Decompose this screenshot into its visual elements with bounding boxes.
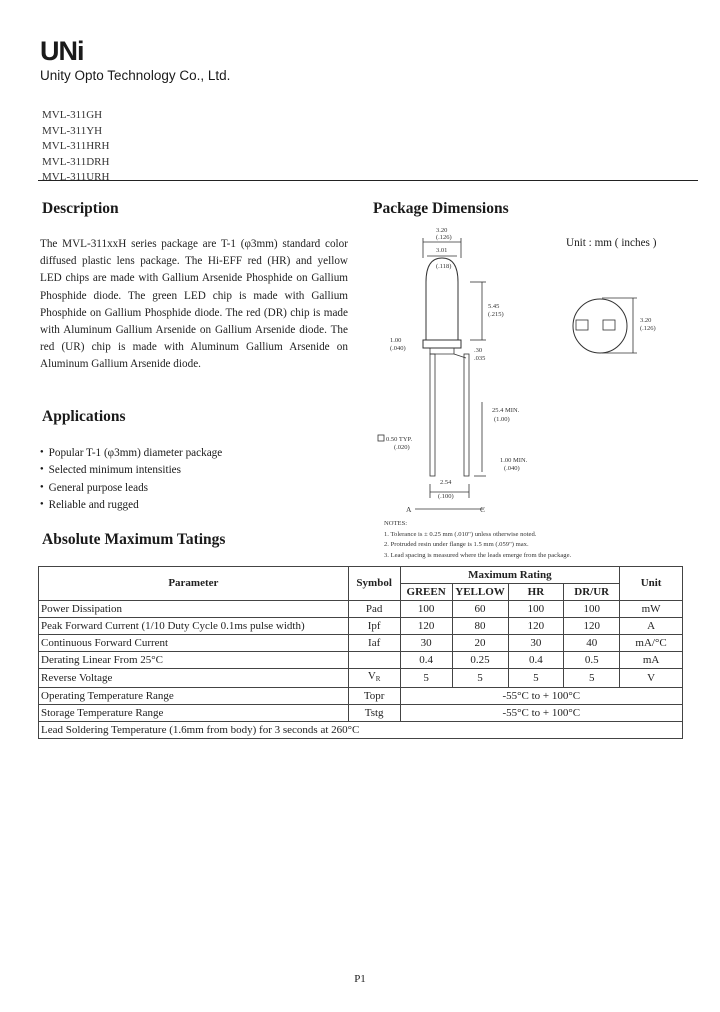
value-cell: 0.4 (508, 652, 564, 669)
page-number: P1 (354, 973, 366, 985)
dim-label: (.126) (640, 325, 656, 332)
list-item: ● General purpose leads (40, 480, 222, 497)
unit-cell: A (620, 618, 683, 635)
value-cell: 100 (564, 601, 620, 618)
note-line: 2. Protruded resin under flange is 1.5 mm (.059") max. (384, 541, 529, 548)
value-cell: 0.5 (564, 652, 620, 669)
symbol-cell (348, 669, 400, 688)
solder-note-cell: Lead Soldering Temperature (1.6mm from body) for 3 seconds at 260°C (39, 722, 683, 739)
symbol-text: V (367, 670, 376, 682)
package-notes (384, 519, 571, 561)
dim-label: 1.00 MIN. (500, 457, 528, 464)
lead-cathode-label: C (480, 505, 486, 514)
list-item: ● Reliable and rugged (40, 497, 222, 514)
table-row (39, 652, 683, 669)
symbol-cell: Pad (348, 601, 400, 618)
model-number: MVL-311DRH (42, 155, 110, 168)
dim-label: (.126) (436, 234, 452, 241)
dim-label: .30 (474, 347, 483, 354)
dim-label: 5.45 (488, 303, 500, 310)
dim-label: 3.01 (436, 247, 448, 254)
value-cell: 30 (400, 635, 452, 652)
range-cell: -55°C to + 100°C (400, 705, 682, 722)
lead-anode-label: A (406, 505, 412, 514)
dim-label: (.100) (438, 493, 454, 500)
note-line: 3. Lead spacing is measured where the leads emerge from the package. (384, 551, 572, 559)
value-cell: 30 (508, 635, 564, 652)
table-row (39, 635, 683, 652)
range-cell: -55°C to + 100°C (400, 688, 682, 705)
header-unit: Unit (620, 567, 683, 601)
units-label: Unit : mm ( inches ) (566, 237, 657, 249)
value-cell: 5 (400, 669, 452, 688)
model-number: MVL-311YH (42, 124, 103, 137)
dim-label: 1.00 (390, 337, 402, 344)
table-row (39, 688, 683, 705)
list-item: ● Popular T-1 (φ3mm) diameter package (40, 445, 222, 462)
value-cell: 80 (452, 618, 508, 635)
header-color: YELLOW (452, 584, 508, 601)
header-color: HR (508, 584, 564, 601)
header-parameter: Parameter (39, 567, 349, 601)
symbol-cell (348, 652, 400, 669)
unit-cell: mW (620, 601, 683, 618)
package-heading: Package Dimensions (373, 200, 509, 217)
header-color: GREEN (400, 584, 452, 601)
table-row (39, 722, 683, 739)
value-cell: 100 (400, 601, 452, 618)
dim-label: 0.50 TYP. (386, 436, 413, 443)
value-cell: 0.25 (452, 652, 508, 669)
ratings-heading: Absolute Maximum Tatings (42, 531, 226, 548)
unit-cell: mA/°C (620, 635, 683, 652)
param-cell: Peak Forward Current (1/10 Duty Cycle 0.1ms pulse width) (39, 618, 349, 635)
model-number: MVL-311HRH (42, 140, 110, 152)
description-heading: Description (42, 200, 119, 217)
header-color: DR/UR (564, 584, 620, 601)
unit-cell: mA (620, 652, 683, 669)
dim-label: 3.20 (640, 317, 652, 324)
dim-label: (1.00) (494, 416, 510, 423)
dim-label: (.040) (504, 465, 520, 472)
header-max-rating: Maximum Rating (400, 567, 620, 584)
symbol-cell: Tstg (348, 705, 400, 722)
dim-label: 25.4 MIN. (492, 407, 520, 414)
company-name: Unity Opto Technology Co., Ltd. (40, 68, 231, 83)
param-cell: Derating Linear From 25°C (39, 652, 349, 669)
table-row (39, 669, 683, 688)
model-number: MVL-311GH (42, 109, 103, 121)
param-cell: Power Dissipation (39, 601, 349, 618)
applications-list (40, 445, 222, 515)
value-cell: 40 (564, 635, 620, 652)
dim-label: (.020) (394, 444, 410, 451)
dim-label: 2.54 (440, 479, 452, 486)
company-logo: UNi (40, 36, 84, 66)
value-cell: 5 (452, 669, 508, 688)
param-cell: Storage Temperature Range (39, 705, 349, 722)
list-item: ● Selected minimum intensities (40, 462, 222, 479)
value-cell: 5 (508, 669, 564, 688)
note-line: NOTES: (384, 520, 408, 527)
header-symbol: Symbol (348, 567, 400, 601)
param-cell: Continuous Forward Current (39, 635, 349, 652)
header-divider (38, 180, 698, 181)
value-cell: 60 (452, 601, 508, 618)
dim-label: (.040) (390, 345, 406, 352)
unit-cell: V (620, 669, 683, 688)
dim-label: (.215) (488, 311, 504, 318)
model-list (42, 108, 109, 186)
symbol-cell: Ipf (348, 618, 400, 635)
value-cell: 120 (400, 618, 452, 635)
table-row (39, 618, 683, 635)
value-cell: 120 (564, 618, 620, 635)
value-cell: 5 (564, 669, 620, 688)
value-cell: 0.4 (400, 652, 452, 669)
table-header-row (39, 567, 683, 584)
note-line: 1. Tolerance is ± 0.25 mm (.010") unless otherwise noted. (384, 530, 537, 538)
applications-heading: Applications (42, 408, 126, 425)
value-cell: 20 (452, 635, 508, 652)
value-cell: 100 (508, 601, 564, 618)
model-number: MVL-311URH (42, 171, 110, 183)
package-dimension-diagram (370, 222, 690, 522)
symbol-subscript: R (375, 675, 381, 683)
dim-label: 3.20 (436, 227, 448, 234)
value-cell: 120 (508, 618, 564, 635)
param-cell: Reverse Voltage (39, 669, 349, 688)
ratings-table (38, 566, 683, 739)
dim-label: (.118) (436, 263, 452, 270)
symbol-cell: Topr (348, 688, 400, 705)
param-cell: Operating Temperature Range (39, 688, 349, 705)
dim-label: .035 (474, 355, 486, 362)
symbol-cell: Iaf (348, 635, 400, 652)
table-row (39, 601, 683, 618)
table-row (39, 705, 683, 722)
description-text: The MVL-311xxH series package are T-1 (φ3mm) standard color diffused plastic lens package. The Hi-EFF red (HR) and yellow LED chips are made with Gallium Arsenide Phosphide on Gallium Phosphide diode. The green LED chip is made with Gallium Phosphide on Gallium Phosphide diode. The red (DR) chip is made with Aluminum Gallium Arsenide on Gallium Arsenide diode. The red (UR) chip is made with Aluminum Gallium Arsenide on Aluminum Gallium Arsenide diode. (40, 238, 348, 371)
